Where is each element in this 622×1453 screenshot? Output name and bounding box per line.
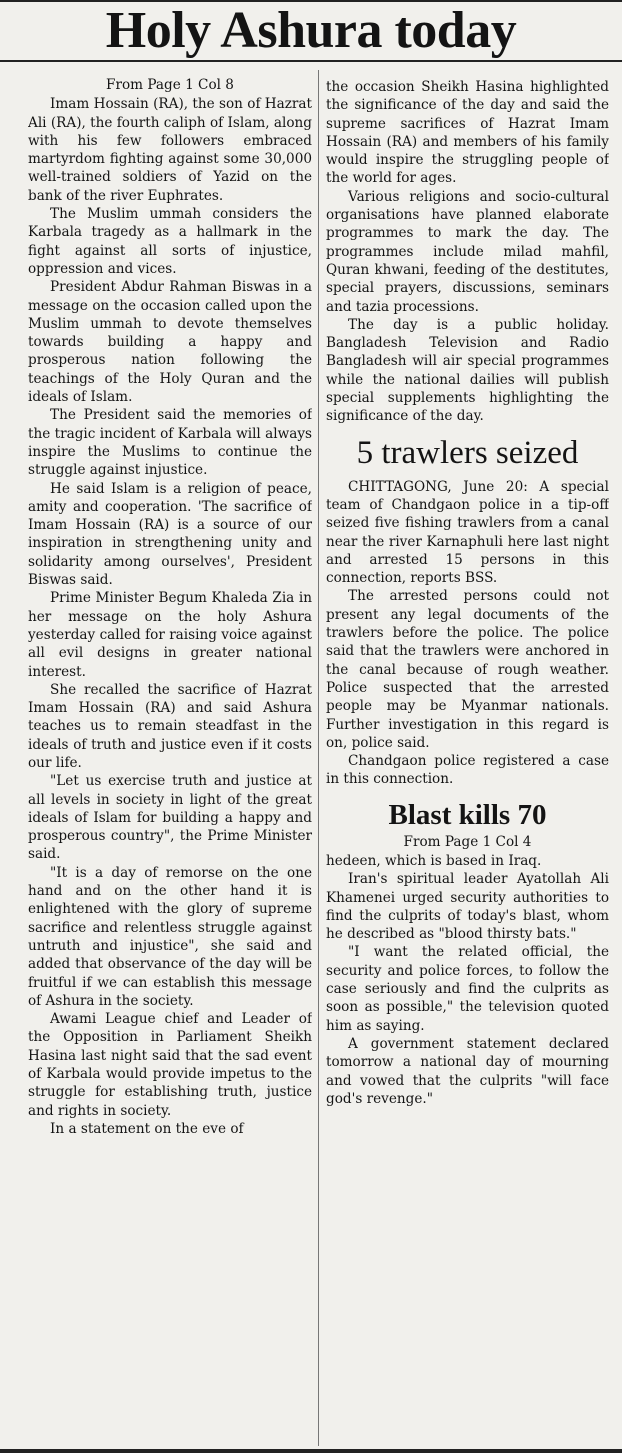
left-column: [28, 74, 312, 1446]
article-paragraph: Iran's spiritual leader Ayatollah Ali Khamenei urged security authorities to find the culprits of today's blast, whom he described as "blood thirsty bats.": [326, 871, 609, 943]
article-paragraph: Imam Hossain (RA), the son of Hazrat Ali (RA), the fourth caliph of Islam, along with his few followers embraced martyrdom fighting against some 30,000 well-trained soldiers of Yazid on the bank of the river Euphrates.: [28, 96, 312, 204]
article-paragraph: "It is a day of remorse on the one hand and on the other hand it is enlightened with the glory of supreme sacrifice and relentless struggle against untruth and injustice", she said and added that observance of the day will be fruitful if we can establish this message of Ashura in the society.: [28, 864, 312, 1009]
article-paragraph: The arrested persons could not present any legal documents of the trawlers before the police. The police said that the trawlers were anchored in the canal because of rough weather. Police suspected that the arrested people may be Myanmar nationals. Further investigation in this regard is on, police said.: [326, 588, 609, 751]
article-continuation: the occasion Sheikh Hasina highlighted the significance of the day and said the supreme sacrifices of Hazrat Imam Hossain (RA) and members of his family would inspire the struggling people of the world for ages.: [326, 79, 609, 187]
article-paragraph: The President said the memories of the tragic incident of Karbala will always inspire the Muslims to continue the struggle against injustice.: [28, 407, 312, 479]
column-rule: [318, 70, 319, 1446]
article-paragraph: A government statement declared tomorrow a national day of mourning and vowed that the culprits "will face god's revenge.": [326, 1035, 609, 1107]
article-paragraph: He said Islam is a religion of peace, amity and cooperation. 'The sacrifice of Imam Hossain (RA) is a source of our inspiration in strengthening unity and solidarity among ourselves', President Biswas said.: [28, 480, 312, 589]
article-paragraph: Chandgaon police registered a case in this connection.: [326, 753, 609, 788]
headline-banner: [0, 0, 622, 62]
article-paragraph: President Abdur Rahman Biswas in a message on the occasion called upon the Muslim ummah to devote themselves towards building a happy and prosperous nation following the teachings of the Holy Quran and the ideals of Islam.: [28, 279, 312, 406]
article-paragraph: In a statement on the eve of: [50, 1120, 244, 1137]
article-paragraph: The Muslim ummah considers the Karbala tragedy as a hallmark in the fight against all sorts of injustice, oppression and vices.: [28, 206, 312, 277]
right-column: [326, 78, 609, 1450]
jump-line: From Page 1 Col 4: [403, 833, 532, 850]
bottom-rule: [0, 1449, 622, 1453]
article-paragraph: Awami League chief and Leader of the Opposition in Parliament Sheikh Hasina last night said that the sad event of Karbala would provide impetus to the struggle for establishing truth, justice and rights in society.: [28, 1011, 312, 1119]
blast-headline: Blast kills 70: [388, 798, 547, 831]
main-headline: Holy Ashura today: [105, 2, 517, 59]
article-paragraph: CHITTAGONG, June 20: A special team of Chandgaon police in a tip-off seized five fishing trawlers from a canal near the river Karnaphuli here last night and arrested 15 persons in this connection, reports BSS.: [326, 478, 609, 587]
trawlers-headline: 5 trawlers seized: [356, 434, 579, 471]
article-paragraph: "I want the related official, the security and police forces, to follow the case seriously and find the culprits as soon as possible," the television quoted him as saying.: [326, 944, 609, 1034]
article-paragraph: Various religions and socio-cultural organisations have planned elaborate programmes to mark the day. The programmes include milad mahfil, Quran khwani, feeding of the destitutes, special prayers, discussions, seminars and tazia processions.: [326, 188, 609, 315]
article-paragraph: "Let us exercise truth and justice at all levels in society in light of the great ideals of Islam for building a happy and prosperous country", the Prime Minister said.: [28, 773, 312, 863]
article-continuation: hedeen, which is based in Iraq.: [326, 852, 542, 869]
article-paragraph: Prime Minister Begum Khaleda Zia in her message on the holy Ashura yesterday called for raising voice against all evil designs in greater national interest.: [28, 590, 312, 680]
article-paragraph: The day is a public holiday. Bangladesh Television and Radio Bangladesh will air special programmes while the national dailies will publish special supplements highlighting the significance of the day.: [326, 316, 609, 425]
jump-line: From Page 1 Col 8: [106, 77, 234, 93]
article-paragraph: She recalled the sacrifice of Hazrat Imam Hossain (RA) and said Ashura teaches us to remain steadfast in the ideals of truth and justice even if it costs our life.: [28, 681, 312, 771]
